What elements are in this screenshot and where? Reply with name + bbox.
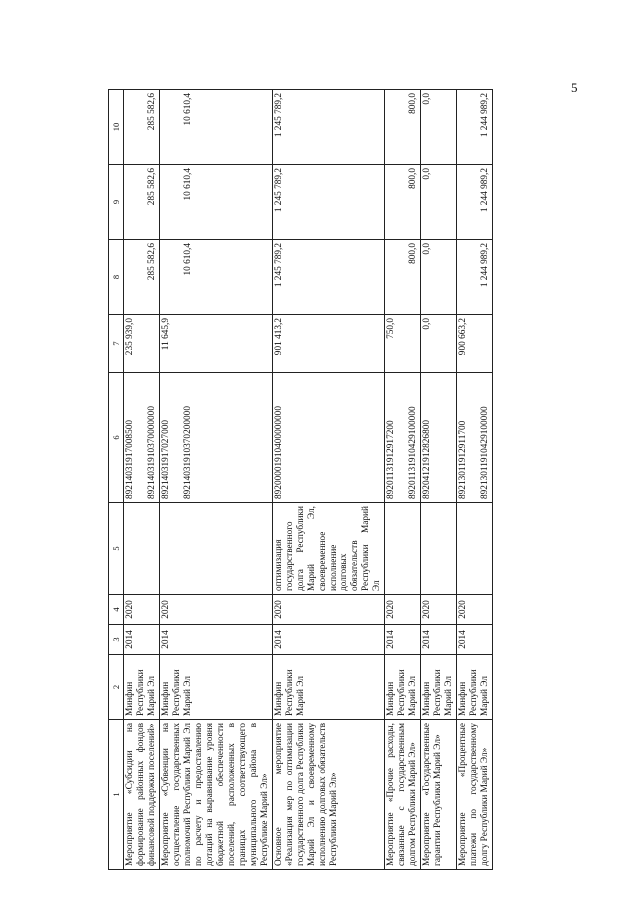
result	[385, 503, 421, 595]
measure-name: Мероприятие «Государственные гарантии Республики Марий Эл»	[421, 720, 457, 870]
amount: 285 582,6	[147, 243, 158, 281]
amount: 285 582,6	[147, 93, 158, 131]
executor: Минфин Республики Марий Эл	[124, 655, 160, 720]
executor: Минфин Республики Марий Эл	[457, 655, 493, 720]
executor: Минфин Республики Марий Эл	[385, 655, 421, 720]
amount: 0,0	[422, 243, 433, 255]
value-col9	[421, 165, 457, 240]
amount: 1 245 789,2	[273, 93, 284, 138]
col-header-6: 6	[109, 373, 124, 503]
value-col10	[272, 90, 385, 165]
value-col9	[272, 165, 385, 240]
measure-name: Мероприятие «Процентные платежи по государственному долгу Республики Марий Эл»	[457, 720, 493, 870]
amount: 800,0	[408, 243, 419, 264]
amount: 10 610,4	[182, 243, 193, 276]
amount: 1 245 789,2	[273, 243, 284, 288]
budget-code: 89213011912911700	[458, 420, 469, 499]
amount: 10 610,4	[182, 93, 193, 126]
table-row	[385, 90, 421, 870]
value-col8	[457, 240, 493, 315]
col-header-9: 9	[109, 165, 124, 240]
value-col10	[421, 90, 457, 165]
col-header-4: 4	[109, 595, 124, 625]
value-col7	[385, 315, 421, 373]
budget-code: 89201131912917200	[386, 420, 397, 499]
col-header-7: 7	[109, 315, 124, 373]
amount: 0,0	[422, 318, 433, 330]
col-header-2: 2	[109, 655, 124, 720]
amount: 11 645,9	[160, 318, 171, 351]
result: оптимизация государственного долга Республики Марий Эл, своевременное исполнение долговых обязательств Республики Марий Эл	[272, 503, 385, 595]
table-row	[272, 90, 385, 870]
col-header-3: 3	[109, 625, 124, 655]
value-col10	[159, 90, 272, 165]
budget-codes	[457, 373, 493, 503]
budget-code: 89200001910400000000	[273, 406, 284, 499]
value-col9	[124, 165, 160, 240]
amount: 750,0	[386, 318, 397, 339]
table-row	[159, 90, 272, 870]
start-year: 2014	[124, 625, 160, 655]
measure-name: Мероприятие «Субсидии на формирование районных фондов финансовой поддержки поселений»	[124, 720, 160, 870]
amount: 1 244 989,2	[480, 168, 491, 213]
budget-table	[108, 89, 493, 870]
budget-code: 89201131910429100000	[408, 406, 419, 499]
budget-code: 89204121912826800	[422, 419, 433, 499]
budget-code: 89214031910370000000	[146, 406, 157, 499]
value-col9	[457, 165, 493, 240]
value-col8	[124, 240, 160, 315]
amount: 901 413,2	[273, 318, 284, 356]
result	[124, 503, 160, 595]
amount: 1 244 989,2	[480, 93, 491, 138]
table-row	[124, 90, 160, 870]
end-year: 2020	[421, 595, 457, 625]
table-row	[421, 90, 457, 870]
measure-name: Основное мероприятие «Реализация мер по оптимизации государственного долга Республики Марий Эл и своевременному исполнению долговых обязательств Республики Марий Эл»	[272, 720, 385, 870]
end-year: 2020	[272, 595, 385, 625]
header-row	[109, 90, 124, 870]
amount: 1 244 989,2	[480, 243, 491, 288]
start-year: 2014	[272, 625, 385, 655]
amount: 800,0	[408, 168, 419, 189]
budget-codes	[124, 373, 160, 503]
page-number: 5	[571, 80, 578, 95]
col-header-8: 8	[109, 240, 124, 315]
value-col9	[385, 165, 421, 240]
budget-codes	[421, 373, 457, 503]
amount: 0,0	[422, 93, 433, 105]
executor: Минфин Республики Марий Эл	[272, 655, 385, 720]
value-col7	[421, 315, 457, 373]
budget-codes	[159, 373, 272, 503]
budget-codes	[385, 373, 421, 503]
start-year: 2014	[457, 625, 493, 655]
budget-code: 89214031917027000	[160, 419, 171, 499]
budget-code: 89213011910429100000	[480, 406, 491, 499]
result	[159, 503, 272, 595]
value-col8	[421, 240, 457, 315]
amount: 1 245 789,2	[273, 168, 284, 213]
amount: 900 663,2	[458, 318, 469, 356]
executor: Минфин Республики Марий Эл	[421, 655, 457, 720]
budget-code: 89214031910370200000	[182, 406, 193, 499]
amount: 235 939,0	[125, 318, 136, 356]
result	[421, 503, 457, 595]
value-col8	[272, 240, 385, 315]
col-header-1: 1	[109, 720, 124, 870]
end-year: 2020	[457, 595, 493, 625]
budget-code: 89214031917008500	[125, 419, 136, 499]
value-col9	[159, 165, 272, 240]
start-year: 2014	[385, 625, 421, 655]
value-col10	[457, 90, 493, 165]
value-col10	[385, 90, 421, 165]
end-year: 2020	[385, 595, 421, 625]
start-year: 2014	[159, 625, 272, 655]
end-year: 2020	[159, 595, 272, 625]
col-header-10: 10	[109, 90, 124, 165]
value-col7	[457, 315, 493, 373]
amount: 800,0	[408, 93, 419, 114]
amount: 285 582,6	[147, 168, 158, 206]
value-col7	[272, 315, 385, 373]
amount: 0,0	[422, 168, 433, 180]
value-col8	[385, 240, 421, 315]
measure-name: Мероприятие «Прочие расходы, связанные с государственным долгом Республики Марий Эл»	[385, 720, 421, 870]
budget-codes	[272, 373, 385, 503]
measure-name: Мероприятие «Субвенции на осуществление государственных полномочий Республики Марий Эл по расчету и предоставлению дотаций на выравнивание уровня бюджетной обеспеченности поселений, расположенных в границах соответствующего муниципального района в Республике Марий Эл»	[159, 720, 272, 870]
end-year: 2020	[124, 595, 160, 625]
table-row	[457, 90, 493, 870]
executor: Минфин Республики Марий Эл	[159, 655, 272, 720]
result	[457, 503, 493, 595]
col-header-5: 5	[109, 503, 124, 595]
value-col10	[124, 90, 160, 165]
value-col8	[159, 240, 272, 315]
value-col7	[124, 315, 160, 373]
amount: 10 610,4	[182, 168, 193, 201]
start-year: 2014	[421, 625, 457, 655]
value-col7	[159, 315, 272, 373]
rotated-table-wrapper	[108, 90, 491, 870]
